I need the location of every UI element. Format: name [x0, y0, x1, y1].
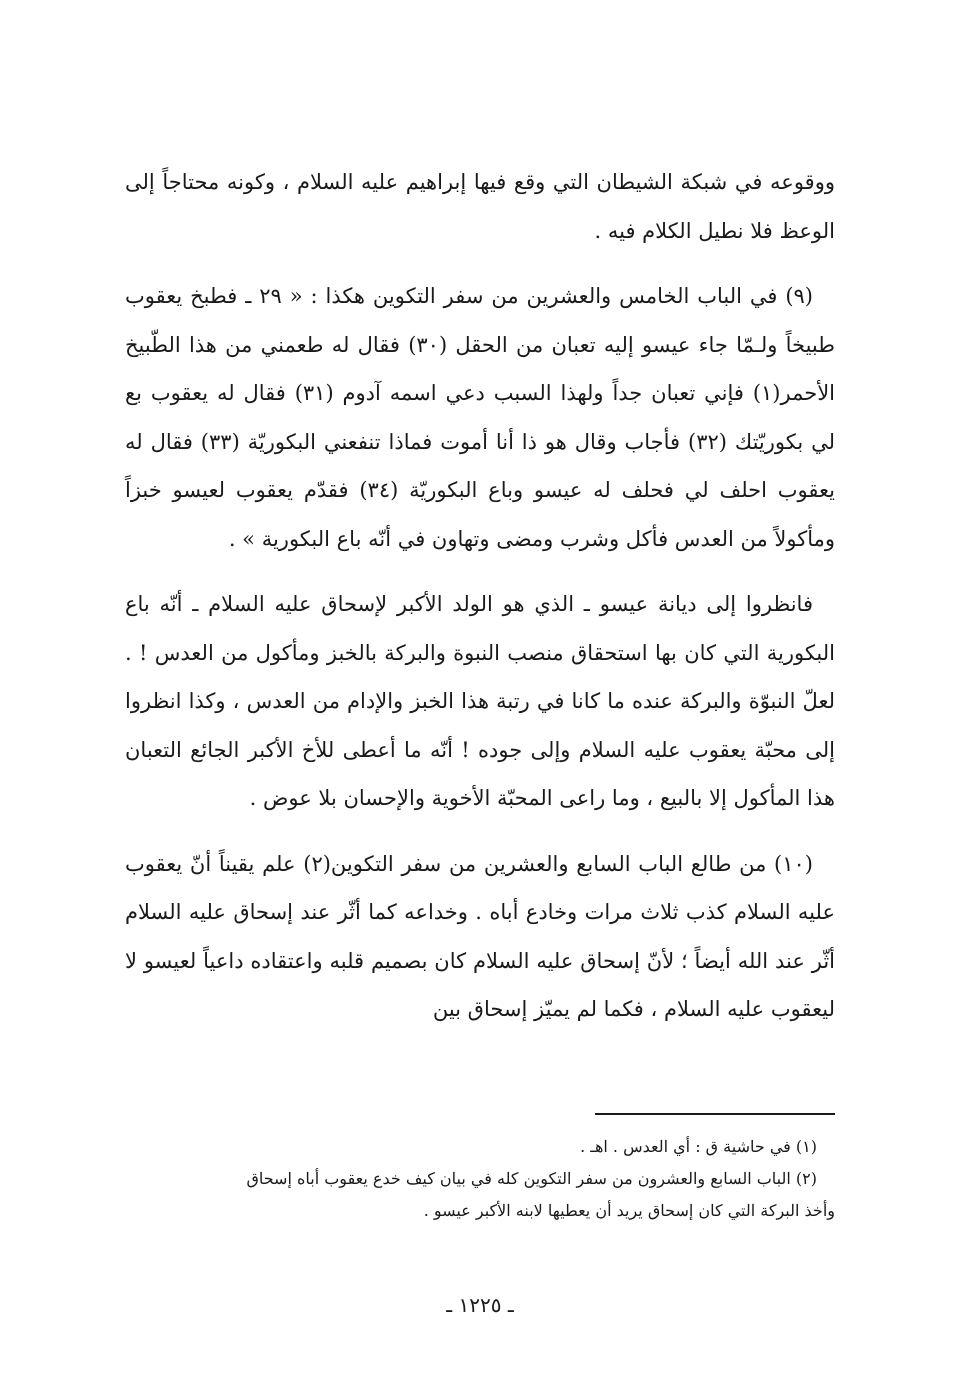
page-number: ـ ١٢٢٥ ـ: [446, 1293, 514, 1317]
paragraph-point-10: (١٠) من طالع الباب السابع والعشرين من سفر التكوين(٢) علم يقيناً أنّ يعقوب عليه السلام كذب ثلاث مرات وخادع أباه . وخداعه كما أثّر عند إسحاق عليه السلام أثّر عند الله أيضاً ؛ لأنّ إسحاق عليه السلام كان بصميم قلبه واعتقاده داعياً لعيسو لا ليعقوب عليه السلام ، فكما لم يميّز إسحاق بين: [125, 851, 835, 1021]
paragraph-continuation: ووقوعه في شبكة الشيطان التي وقع فيها إبراهيم عليه السلام ، وكونه محتاجاً إلى الوعظ فلا نطيل الكلام فيه .: [125, 170, 835, 243]
footnote-2-continuation: وأخذ البركة التي كان إسحاق يريد أن يعطيها لابنه الأكبر عيسو .: [423, 1201, 835, 1220]
footnotes: [125, 1131, 835, 1227]
footnote-divider: [595, 1113, 835, 1115]
paragraph-commentary: فانظروا إلى ديانة عيسو ـ الذي هو الولد الأكبر لإسحاق عليه السلام ـ أنّه باع البكورية التي كان بها استحقاق منصب النبوة والبركة بالخبز ومأكول من العدس ! . لعلّ النبوّة والبركة عنده ما كانا في رتبة هذا الخبز والإدام من العدس ، وكذا انظروا إلى محبّة يعقوب عليه السلام وإلى جوده ! أنّه ما أعطى للأخ الأكبر الجائع التعبان هذا المأكول إلا بالبيع ، وما راعى المحبّة الأخوية والإحسان بلا عوض .: [125, 592, 835, 810]
footnote-1: (١) في حاشية ق : أي العدس . اهـ .: [580, 1137, 817, 1156]
paragraph-point-9: (٩) في الباب الخامس والعشرين من سفر التكوين هكذا : « ٢٩ ـ فطبخ يعقوب طبيخاً ولـمّا جاء عيسو إليه تعبان من الحقل (٣٠) فقال له طعمني من هذا الطّبيخ الأحمر(١) فإني تعبان جداً ولهذا السبب دعي اسمه آدوم (٣١) فقال له يعقوب بع لي بكوريّتك (٣٢) فأجاب وقال هو ذا أنا أموت فماذا تنفعني البكوريّة (٣٣) فقال له يعقوب احلف لي فحلف له عيسو وباع البكوريّة (٣٤) فقدّم يعقوب لعيسو خبزاً ومأكولاً من العدس فأكل وشرب ومضى وتهاون في أنّه باع البكورية » .: [125, 284, 836, 551]
footnote-2: (٢) الباب السابع والعشرون من سفر التكوين كله في بيان كيف خدع يعقوب أباه إسحاق: [246, 1169, 817, 1188]
main-text: [125, 158, 835, 1051]
